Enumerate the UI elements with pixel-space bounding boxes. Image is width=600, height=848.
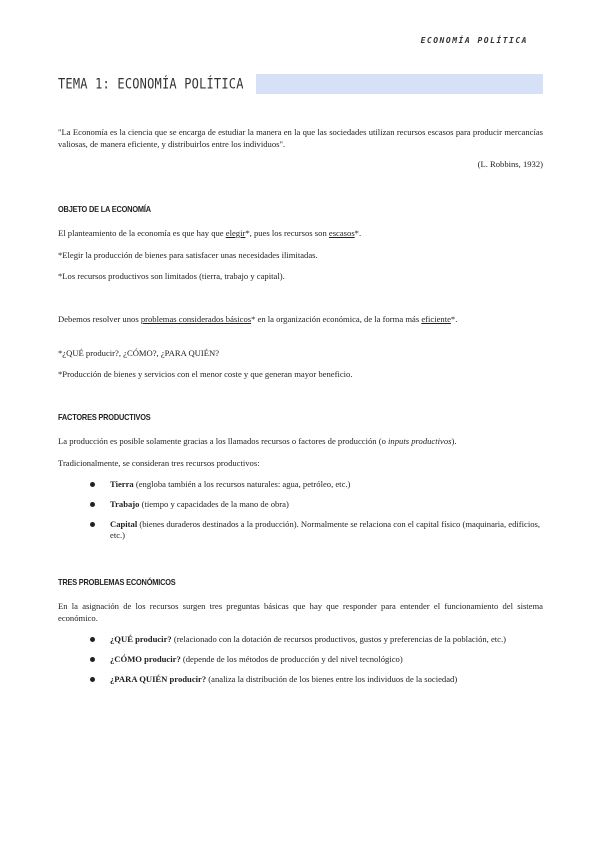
factores-paragraph-1: [58, 435, 543, 447]
problemas-list: [90, 634, 543, 694]
list-item-desc: (bienes duraderos destinados a la producción). Normalmente se relaciona con el capital físico (maquinaria, edificios, etc.): [110, 519, 541, 540]
bullet-icon: [90, 677, 95, 682]
list-item: [90, 479, 543, 490]
list-item: [90, 499, 543, 510]
text-run: *, pues los recursos son: [245, 228, 329, 238]
objeto-paragraph-2: *Elegir la producción de bienes para satisfacer unas necesidades ilimitadas.: [58, 250, 318, 260]
problemas-paragraph-1: En la asignación de los recursos surgen tres preguntas básicas que hay que responder para entender el funcionamiento del sistema económico.: [58, 601, 543, 623]
underlined-term: elegir: [225, 228, 246, 238]
section-heading-objeto: OBJETO DE LA ECONOMÍA: [58, 205, 151, 214]
italic-term: inputs productivos: [388, 436, 452, 446]
underlined-term: problemas considerados básicos: [140, 314, 252, 324]
underlined-term: escasos: [328, 228, 355, 238]
list-item-term: ¿PARA QUIÉN producir?: [110, 674, 207, 684]
text-run: Debemos resolver unos: [58, 314, 141, 324]
factores-paragraph-2: Tradicionalmente, se consideran tres recursos productivos:: [58, 458, 260, 468]
list-item: [90, 519, 543, 541]
list-item-desc: (depende de los métodos de producción y del nivel tecnológico): [180, 654, 403, 664]
list-item: [90, 654, 543, 665]
objeto-paragraph-4: [58, 313, 543, 325]
text-run: La producción es posible solamente gracias a los llamados recursos o factores de producción (o: [58, 436, 389, 446]
text-run: ).: [451, 436, 457, 446]
bullet-icon: [90, 522, 95, 527]
running-header: ECONOMÍA POLÍTICA: [420, 36, 528, 45]
bullet-icon: [90, 637, 95, 642]
objeto-paragraph-5: *¿QUÉ producir?, ¿CÓMO?, ¿PARA QUIÉN?: [58, 348, 220, 358]
text-run: * en la organización económica, de la forma más: [251, 314, 422, 324]
list-item-desc: (engloba también a los recursos naturales: agua, petróleo, etc.): [133, 479, 351, 489]
list-item-term: Tierra: [110, 479, 134, 489]
list-item: [90, 634, 543, 645]
list-item-term: Trabajo: [110, 499, 140, 509]
quote-attribution: (L. Robbins, 1932): [477, 159, 543, 169]
bullet-icon: [90, 657, 95, 662]
bullet-icon: [90, 482, 95, 487]
text-run: El planteamiento de la economía es que hay que: [58, 228, 226, 238]
objeto-paragraph-1: [58, 227, 543, 239]
objeto-paragraph-6: *Producción de bienes y servicios con el menor coste y que generan mayor beneficio.: [58, 369, 353, 379]
text-run: *.: [354, 228, 362, 238]
list-item-term: Capital: [110, 519, 138, 529]
factores-list: [90, 479, 543, 550]
list-item-desc: (relacionado con la dotación de recursos productivos, gustos y preferencias de la población, etc.): [171, 634, 507, 644]
title-highlight-bar: [256, 74, 543, 94]
objeto-paragraph-3: *Los recursos productivos son limitados (tierra, trabajo y capital).: [58, 271, 285, 281]
list-item: [90, 674, 543, 685]
list-item-desc: (analiza la distribución de los bienes entre los individuos de la sociedad): [206, 674, 458, 684]
chapter-title: TEMA 1: ECONOMÍA POLÍTICA: [58, 75, 244, 93]
chapter-title-row: [58, 74, 543, 94]
list-item-term: ¿CÓMO producir?: [110, 654, 181, 664]
quote-text: "La Economía es la ciencia que se encarga de estudiar la manera en la que las sociedades utilizan recursos escasos para producir mercancías valiosas, de manera eficiente, y distribuirlos entre los individuos".: [58, 127, 543, 149]
list-item-term: ¿QUÉ producir?: [110, 634, 172, 644]
list-item-desc: (tiempo y capacidades de la mano de obra): [139, 499, 289, 509]
bullet-icon: [90, 502, 95, 507]
section-heading-factores: FACTORES PRODUCTIVOS: [58, 413, 151, 422]
underlined-term: eficiente: [421, 314, 451, 324]
text-run: *.: [450, 314, 458, 324]
section-heading-problemas: TRES PROBLEMAS ECONÓMICOS: [58, 578, 176, 587]
